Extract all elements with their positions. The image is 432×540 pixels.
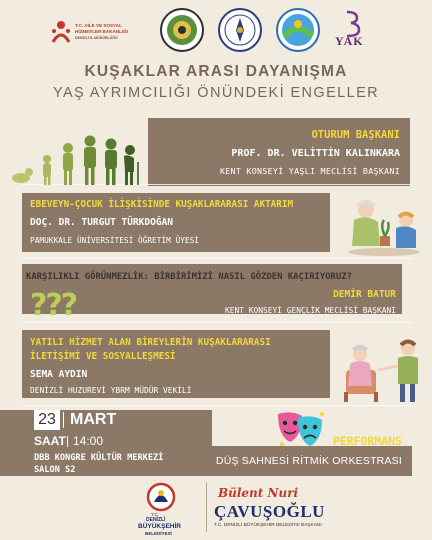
talk1-affiliation: PAMUKKALE ÜNİVERSİTESİ ÖĞRETİM ÜYESİ (30, 236, 199, 245)
generations-silhouette-icon (10, 126, 140, 188)
mayor-title: T.C. DENİZLİ BÜYÜKŞEHİR BELEDİYE BAŞKANI (214, 523, 322, 528)
mayor-signature: Bülent Nuri (218, 486, 299, 500)
event-day: 23 (34, 410, 60, 430)
seal-logo-blue (218, 8, 262, 52)
footer-org1: DENİZLİ (146, 517, 166, 523)
session-chair-name: PROF. DR. VELİTTİN KALINKARA (231, 148, 400, 159)
date-divider (63, 412, 64, 428)
talk1-speaker: DOÇ. DR. TURGUT TÜRKDOĞAN (30, 217, 173, 228)
talk3-title-line1: YATILI HİZMET ALAN BİREYLERİN KUŞAKLARARASI (30, 337, 271, 348)
performance-name: DÜŞ SAHNESİ RİTMİK ORKESTRASI (215, 455, 402, 467)
talk3-title-line2: İLETİŞİMİ VE SOSYALLEŞMESİ (30, 351, 176, 362)
sub-title: YAŞ AYRIMCILIĞI ÖNÜNDEKİ ENGELLER (52, 85, 380, 101)
seal-logo-green (160, 8, 204, 52)
elderly-care-illustration-icon (338, 334, 430, 404)
session-chair-role: KENT KONSEYİ YAŞLI MECLİSİ BAŞKANI (219, 166, 400, 176)
footer-separator (206, 482, 207, 532)
ministry-emblem-icon (50, 18, 72, 44)
ministry-line3: DENİZLİ İL MÜDÜRLÜĞÜ (75, 36, 118, 40)
event-time: 14:00 (73, 434, 104, 448)
event-month: MART (70, 411, 117, 428)
footer-tc: T.C. (151, 512, 160, 517)
talk2-speaker: DEMİR BATUR (333, 289, 396, 300)
logo-row (0, 8, 432, 54)
band-divider (22, 258, 412, 259)
main-title: KUŞAKLAR ARASI DAYANIŞMA (84, 63, 348, 80)
time-label: SAAT (34, 434, 66, 448)
talk2-title: KARŞILIKLI GÖRÜNMEZLİK: BİRBİRİMİZİ NASIL GÖZDEN KAÇIRIYORUZ? (26, 272, 352, 282)
ministry-logo (50, 8, 145, 54)
seal-logo-colorful (276, 8, 320, 52)
session-chair-heading: OTURUM BAŞKANI (311, 129, 400, 141)
talk1-title: EBEVEYN-ÇOCUK İLİŞKİSİNDE KUŞAKLARARASI AKTARIM (30, 199, 294, 210)
footer-org2: BÜYÜKŞEHİR (138, 523, 181, 530)
band-divider (22, 322, 412, 323)
mayor-name: ÇAVUŞOĞLU (214, 502, 325, 521)
question-marks: ??? (30, 288, 77, 323)
event-venue: DBB KONGRE KÜLTÜR MERKEZİ (34, 453, 164, 463)
yak-logo (333, 8, 377, 52)
footer-org3: BELEDİYESİ (145, 531, 172, 536)
event-hall: SALON S2 (34, 465, 76, 475)
grandparent-child-illustration-icon (344, 196, 424, 258)
ministry-line2: HİZMETLER BAKANLIĞI (75, 29, 129, 34)
talk2-affiliation: KENT KONSEYİ GENÇLİK MECLİSİ BAŞKANI (224, 306, 396, 315)
ministry-line1: T.C. AİLE VE SOSYAL (75, 23, 122, 28)
theater-masks-icon (274, 410, 326, 448)
yak-text: YAK (335, 34, 364, 48)
talk3-speaker: SEMA AYDIN (30, 369, 88, 380)
band-divider (22, 405, 412, 406)
municipality-emblem-icon (146, 482, 176, 512)
talk3-affiliation: DENİZLİ HUZUREVİ YBRM MÜDÜR VEKİLİ (30, 386, 192, 395)
performance-heading: PERFORMANS (332, 434, 402, 448)
time-divider (67, 436, 68, 447)
